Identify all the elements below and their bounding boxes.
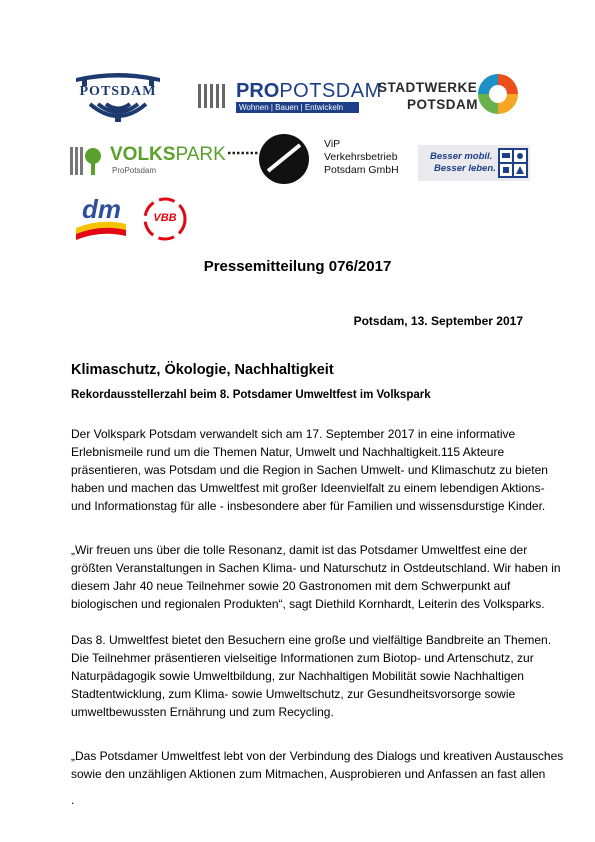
vip-line1: ViP — [324, 138, 341, 150]
potsdam-logo-text: POTSDAM — [79, 84, 157, 99]
vbb-logo — [142, 196, 188, 242]
paragraph-line: Erlebnismeile rund um die Themen Natur, Umwelt und Nachhaltigkeit.115 Akteure — [71, 445, 505, 459]
volkspark-subtext: ProPotsdam — [112, 166, 157, 175]
stadtwerke-color-wheel-icon — [474, 70, 522, 118]
dateline: Potsdam, 13. September 2017 — [353, 314, 523, 328]
paragraph-line: „Wir freuen uns über die tolle Resonanz, damit ist das Potsdamer Umweltfest eine der — [71, 543, 528, 557]
propotsdam-tagline: Wohnen | Bauen | Entwickeln — [239, 103, 344, 112]
paragraph-line: „Das Potsdamer Umweltfest lebt von der Verbindung des Dialogs und kreativen Austausches — [71, 749, 564, 763]
propotsdam-tagline-bar — [236, 102, 359, 113]
footer-mark: . — [71, 793, 75, 807]
potsdam-city-logo — [70, 70, 166, 126]
stadtwerke-potsdam-logo — [378, 68, 524, 122]
dm-text: dm — [82, 194, 121, 224]
volkspark-logo — [70, 144, 226, 181]
press-release-title: Pressemitteilung 076/2017 — [203, 258, 392, 275]
paragraph-3 — [71, 631, 552, 721]
headline: Klimaschutz, Ökologie, Nachhaltigkeit — [71, 362, 334, 378]
propotsdam-bars-icon — [198, 82, 232, 110]
propotsdam-wordmark — [236, 80, 382, 103]
vip-dotted-line-icon — [228, 150, 258, 156]
propotsdam-potsdam-text: POTSDAM — [279, 80, 382, 102]
paragraph-line: diesem Jahr 40 neue Teilnehmer sowie 20 Gastronomen mit dem Schwerpunkt auf — [71, 579, 511, 593]
vip-logo — [228, 133, 408, 185]
volkspark-wordmark — [110, 144, 226, 166]
volkspark-volks-text: VOLKS — [110, 144, 176, 165]
subheadline: Rekordausstellerzahl beim 8. Potsdamer Umweltfest im Volkspark — [71, 389, 431, 401]
transport-mode-icons — [498, 148, 528, 178]
paragraph-line: und Informationstag für alle - insbesondere aber für Familien und wissensdurstige Kinder. — [71, 499, 546, 513]
paragraph-line: präsentieren, was Potsdam und die Region in Sachen Umwelt- und Klimaschutz zu bieten — [71, 463, 548, 477]
paragraph-line: Die Teilnehmer präsentieren vielseitige Informationen zum Biotop- und Artenschutz, zur — [71, 651, 534, 665]
besser-line1: Besser mobil. — [430, 151, 493, 162]
vip-line2: Verkehrsbetrieb — [324, 151, 398, 163]
stadtwerke-line1: STADTWERKE — [378, 80, 478, 95]
volkspark-park-text: PARK — [175, 144, 226, 165]
propotsdam-logo — [198, 80, 382, 112]
dm-logo — [74, 194, 128, 240]
paragraph-line: Naturpädagogik sowie Umweltbildung, zur Nachhaltigen Mobilität sowie Nachhaltigen — [71, 669, 524, 683]
paragraph-line: Stadtentwicklung, zum Klima- sowie Umweltschutz, zur Gesundheitsvorsorge sowie — [71, 687, 516, 701]
paragraph-line: biologischen und regionalen Produkten“, sagt Diethild Kornhardt, Leiterin des Volksparks. — [71, 597, 545, 611]
paragraph-line: Der Volkspark Potsdam verwandelt sich am 17. September 2017 in eine informative — [71, 427, 516, 441]
propotsdam-pro-text: PRO — [236, 80, 280, 102]
volkspark-tree-icon — [70, 145, 108, 179]
paragraph-2 — [71, 541, 561, 613]
vip-line3: Potsdam GmbH — [324, 164, 399, 176]
paragraph-line: haben und machen das Umweltfest mit großer Ideenvielfalt zu einem lebendigen Aktions- — [71, 481, 545, 495]
vip-circle-icon — [258, 133, 310, 185]
besser-mobil-logo — [418, 145, 530, 181]
paragraph-line: Das 8. Umweltfest bietet den Besuchern eine große und vielfältige Bandbreite an Themen. — [71, 633, 552, 647]
stadtwerke-line2: POTSDAM — [407, 97, 478, 112]
paragraph-1 — [71, 425, 548, 515]
paragraph-line: umweltbewussten Ernährung und zum Recycling. — [71, 705, 334, 719]
besser-line2: Besser leben. — [434, 163, 496, 174]
paragraph-4 — [71, 747, 564, 783]
vbb-text: VBB — [153, 212, 177, 224]
paragraph-line: größten Veranstaltungen in Sachen Klima- und Naturschutz in Ostdeutschland. Wir haben in — [71, 561, 561, 575]
paragraph-line: sowie den unzähligen Aktionen zum Mitmachen, Ausprobieren und Anfassen an fast allen — [71, 767, 546, 781]
